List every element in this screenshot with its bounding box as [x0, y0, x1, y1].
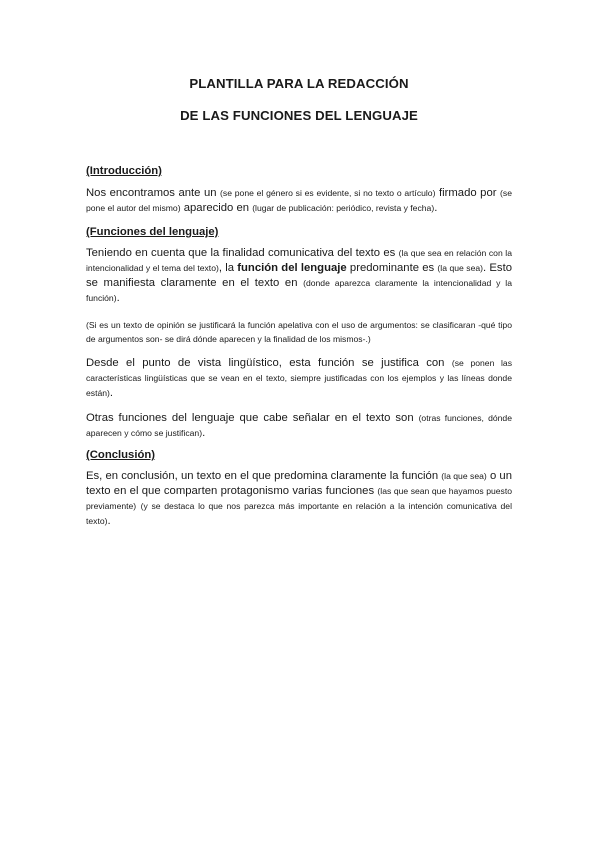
hint-run: (donde aparezca claramente la intencionalidad y la función) — [86, 278, 512, 303]
text-run: Otras funciones del lenguaje que cabe señalar en el texto son — [86, 412, 419, 424]
text-run: aparecido en — [180, 202, 253, 214]
hint-run: (se ponen las características lingüísticas que se vean en el texto, siempre justificadas con los ejemplos y las líneas donde están) — [86, 358, 512, 398]
text-run: Es, en conclusión, un texto en el que predomina claramente la función — [86, 470, 442, 482]
paragraph-nota-opinion: (Si es un texto de opinión se justificará la función apelativa con el uso de argumentos: se clasificaran -qué tipo de argumentos son- se dirá dónde aparecen y la finalidad de los mismos-.) — [86, 320, 512, 344]
paragraph-introduccion — [86, 186, 512, 216]
hint-run: (las que sean que hayamos puesto previamente) — [86, 486, 512, 511]
text-run: Desde el punto de vista lingüístico, esta función se justifica con — [86, 357, 452, 369]
text-run: Nos encontramos ante un — [86, 187, 221, 199]
hint-run: (la que sea) — [437, 263, 484, 273]
text-run: Teniendo en cuenta que la finalidad comunicativa del texto es — [86, 247, 399, 259]
hint-run: (y se destaca lo que nos parezca más importante en relación a la intención comunicativa del texto) — [86, 501, 512, 526]
paragraph-conclusion — [86, 469, 512, 529]
heading-conclusion: (Conclusión) — [86, 449, 156, 461]
text-run: . — [116, 292, 120, 304]
paragraph-funcion-predominante — [86, 246, 512, 306]
text-run: o un texto en el que comparten protagonismo varias funciones — [86, 470, 512, 497]
heading-funciones: (Funciones del lenguaje) — [86, 226, 219, 238]
paragraph-otras-funciones — [86, 411, 512, 441]
bold-run: función del lenguaje — [237, 262, 347, 274]
text-run: . Esto se manifiesta claramente en el texto en — [86, 262, 512, 289]
title-line-1: PLANTILLA PARA LA REDACCIÓN — [189, 76, 409, 91]
text-run: . — [109, 387, 114, 399]
hint-run: (la que sea) — [441, 471, 487, 481]
paragraph-punto-de-vista-linguistico — [86, 356, 512, 401]
hint-run: (se pone el autor del mismo) — [86, 188, 512, 213]
hint-run: (se pone el género si es evidente, si no texto o artículo) — [220, 188, 436, 198]
hint-run: (otras funciones, dónde aparecen y cómo se justifican) — [86, 413, 512, 438]
text-run: . — [434, 202, 438, 214]
hint-run: (la que sea en relación con la intencionalidad y el tema del texto) — [86, 248, 512, 273]
heading-introduccion: (Introducción) — [86, 165, 162, 177]
text-run: . — [202, 427, 206, 439]
text-run: predominante es — [346, 262, 438, 274]
hint-run: (lugar de publicación: periódico, revista y fecha) — [252, 203, 435, 213]
text-run: . — [107, 515, 111, 527]
text-run: firmado por — [435, 187, 501, 199]
title-line-2: DE LAS FUNCIONES DEL LENGUAJE — [180, 108, 418, 123]
text-run: , la — [218, 262, 238, 274]
